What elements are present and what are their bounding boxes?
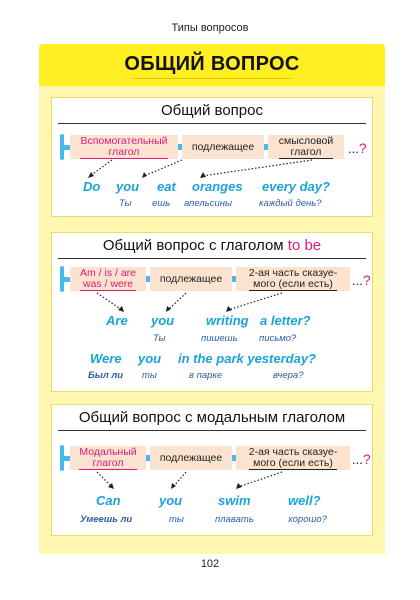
box-line: смысловой [278, 135, 334, 147]
card-modal-question [51, 404, 373, 536]
page-title: ОБЩИЙ ВОПРОС [124, 53, 300, 75]
card-general-question [51, 97, 373, 217]
example-word: you [116, 179, 140, 194]
example-word: a letter? [260, 313, 311, 328]
card-title: Общий вопрос с модальным глаголом [78, 409, 346, 426]
title-highlight: to be [287, 237, 322, 254]
box-line: 2-ая часть сказуе- [248, 267, 338, 279]
card-to-be-question [51, 232, 373, 392]
translation-word: Ты [153, 333, 166, 344]
example-word: well? [288, 493, 321, 508]
box-line: Am / is / are [79, 267, 136, 279]
translation-word: письмо? [259, 333, 297, 344]
scheme-ending: ...? [348, 140, 367, 156]
card-title: Общий вопрос с глаголом to be [102, 237, 322, 254]
example-word: Do [83, 179, 101, 194]
example-word: you [159, 493, 183, 508]
example-word: oranges [192, 179, 243, 194]
example-word: every day? [262, 179, 330, 194]
box-line: подлежащее [159, 272, 223, 285]
translation-word: Умеешь ли [80, 514, 133, 525]
example-word: writing [206, 313, 249, 328]
box-line: подлежащее [159, 451, 223, 464]
example-word: in the park yesterday? [178, 351, 316, 366]
translation-word: ты [169, 514, 184, 525]
example-word: swim [218, 493, 251, 508]
translation-word: плавать [215, 514, 254, 525]
example-word: you [151, 313, 175, 328]
box-line: мого (если есть) [249, 279, 338, 291]
box-line: Вспомогательный [80, 135, 168, 147]
translation-word: ты [142, 370, 157, 381]
scheme-ending: ...? [352, 272, 371, 288]
title-underline [133, 78, 291, 79]
translation-word: Ты [119, 198, 132, 209]
page-number: 102 [200, 558, 220, 570]
box-line: глагол [80, 147, 167, 159]
box-line: мого (если есть) [249, 458, 338, 470]
translation-word: вчера? [273, 370, 304, 381]
box-line: подлежащее [191, 140, 255, 153]
page-header: Типы вопросов [171, 22, 249, 34]
translation-word: Был ли [88, 370, 124, 381]
box-line: Модальный [79, 446, 137, 458]
translation-word: хорошо? [288, 514, 327, 525]
translation-word: каждый день? [259, 198, 322, 209]
scheme-ending: ...? [352, 451, 371, 467]
box-line: was / were [80, 279, 136, 291]
example-word: you [138, 351, 162, 366]
box-line: глагол [79, 458, 136, 470]
translation-word: в парке [189, 370, 223, 381]
translation-word: апельсины [184, 198, 232, 209]
translation-word: ешь [152, 198, 171, 209]
example-word: Are [106, 313, 128, 328]
example-word: Can [96, 493, 121, 508]
box-line: 2-ая часть сказуе- [248, 446, 338, 458]
card-title: Общий вопрос [161, 102, 263, 119]
title-band [39, 44, 385, 86]
example-word: eat [157, 179, 176, 194]
box-line: глагол [279, 147, 334, 159]
example-word: Were [90, 351, 122, 366]
translation-word: пишешь [201, 333, 238, 344]
